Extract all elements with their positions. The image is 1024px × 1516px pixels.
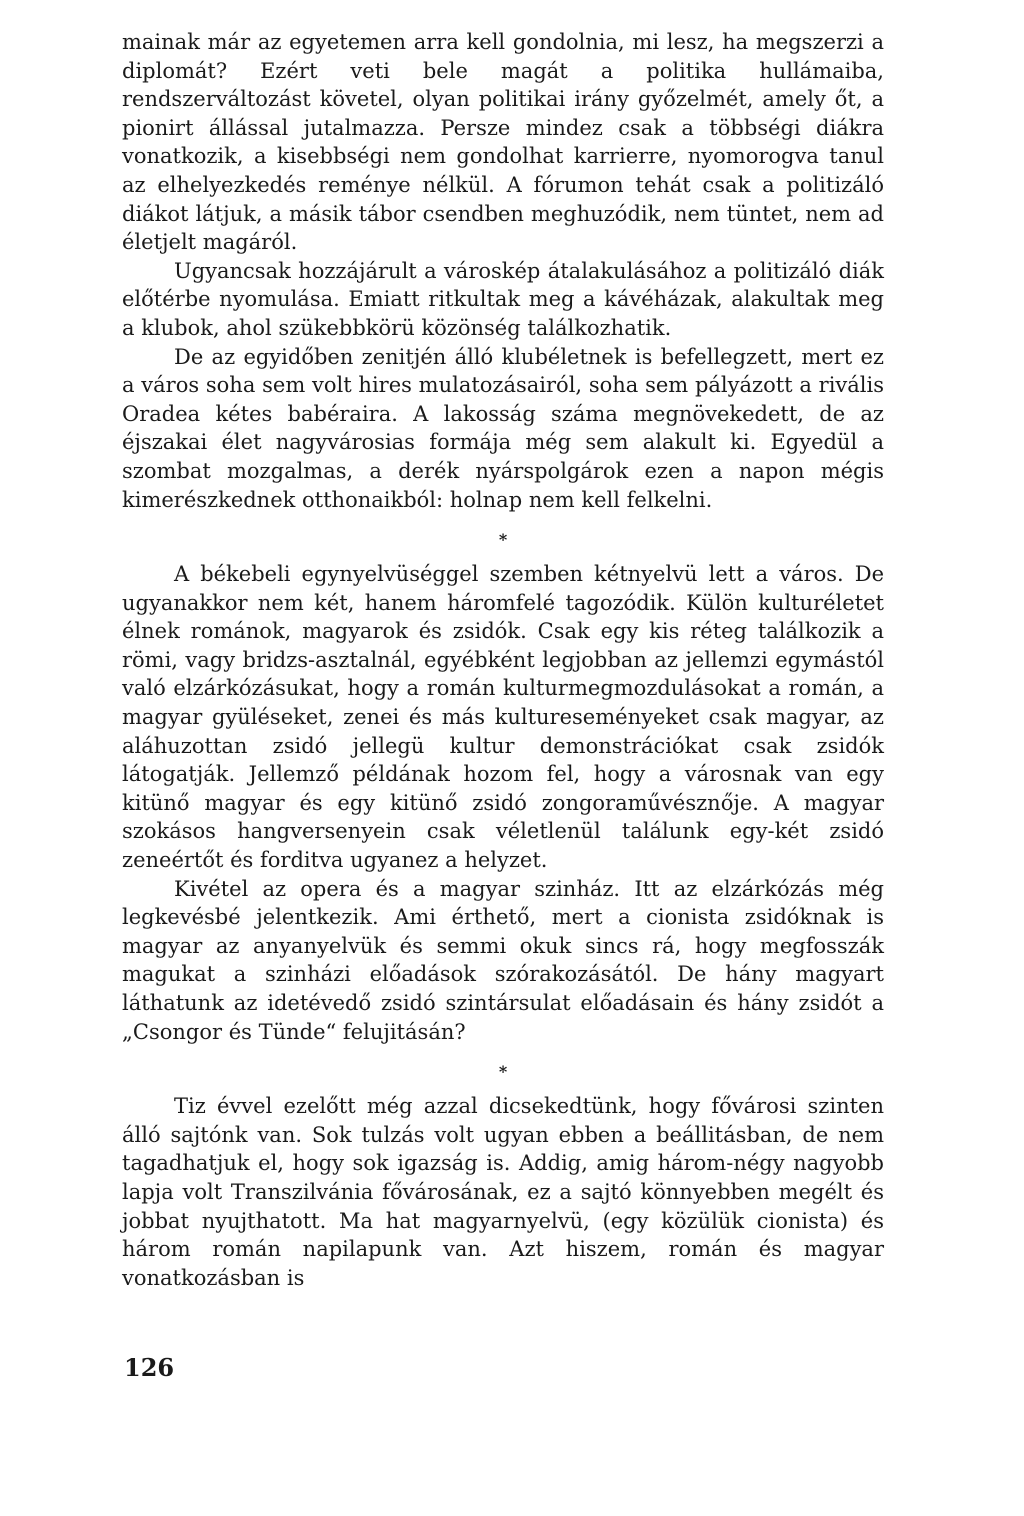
page-number: 126 [124,1353,175,1382]
paragraph-5: Kivétel az opera és a magyar szinház. Itt az elzárkózás még legkevésbé jelentkezik. Ami érthető, mert a cionista zsidóknak is magyar az anyanyelvük és semmi okuk sincs rá, hogy megfosszák magukat a szinházi előadások szórakozásától. De hány magyart láthatunk az idetévedő zsidó szintársulat előadásain és hány zsidót a „Csongor és Tünde“ felujitásán? [122,876,884,1044]
paragraph-3: De az egyidőben zenitjén álló klubéletnek is befellegzett, mert ez a város soha sem volt hires mulatozásairól, soha sem pályázott a rivális Oradea kétes babéraira. A lakosság száma megnövekedett, de az éjszakai élet nagyvárosias formája még sem alakult ki. Egyedül a szombat mozgalmas, a derék nyárspolgárok ezen a napon mégis kimerészkednek otthonaikból: holnap nem kell felkelni. [122,344,884,512]
paragraph-4: A békebeli egynyelvüséggel szemben kétnyelvü lett a város. De ugyanakkor nem két, hanem háromfelé tagozódik. Külön kulturéletet élnek románok, magyarok és zsidók. Csak egy kis réteg találkozik a römi, vagy bridzs-asztalnál, egyébként legjobban az jellemzi egymástól való elzárkózásukat, hogy a román kulturmegmozdulásokat a román, a magyar gyüléseket, zenei és más kultureseményeket csak magyar, az aláhuzottan zsidó jellegü kultur demonstrációkat csak zsidók látogatják. Jellemző példának hozom fel, hogy a városnak van egy kitünő magyar és egy kitünő zsidó zongoraművésznője. A magyar szokásos hangversenyein csak véletlenül találunk egy-két zsidó zeneértőt és forditva ugyanez a helyzet. [122,562,884,873]
section-separator: * [498,1062,508,1082]
paragraph-1: mainak már az egyetemen arra kell gondolnia, mi lesz, ha megszerzi a diplomát? Ezért veti bele magát a politika hullámaiba, rendszerváltozást követel, olyan politikai irány győzelmét, amely őt, a pionirt állással jutalmazza. Persze mindez csak a többségi diákra vonatkozik, a kisebbségi nem gondolhat karrierre, nyomorogva tanul az elhelyezkedés reménye nélkül. A fórumon tehát csak a politizáló diákot látjuk, a másik tábor csendben meghuzódik, nem tüntet, nem ad életjelt magáról. [122,30,884,255]
paragraph-6: Tiz évvel ezelőtt még azzal dicsekedtünk, hogy fővárosi szinten álló sajtónk van. Sok tulzás volt ugyan ebben a beállitásban, de nem tagadhatjuk el, hogy sok igazság is. Addig, amig három-négy nagyobb lapja volt Transzilvánia fővárosának, ez a sajtó könnyebben megélt és jobbat nyujthatott. Ma hat magyarnyelvü, (egy közülük cionista) és három román napilapunk van. Azt hiszem, román és magyar vonatkozásban is [122,1094,884,1290]
page-body [122,28,884,1292]
section-separator: * [498,530,508,550]
paragraph-2: Ugyancsak hozzájárult a városkép átalakulásához a politizáló diák előtérbe nyomulása. Emiatt ritkultak meg a kávéházak, alakultak meg a klubok, ahol szükebbkörü közönség találkozhatik. [122,258,884,340]
